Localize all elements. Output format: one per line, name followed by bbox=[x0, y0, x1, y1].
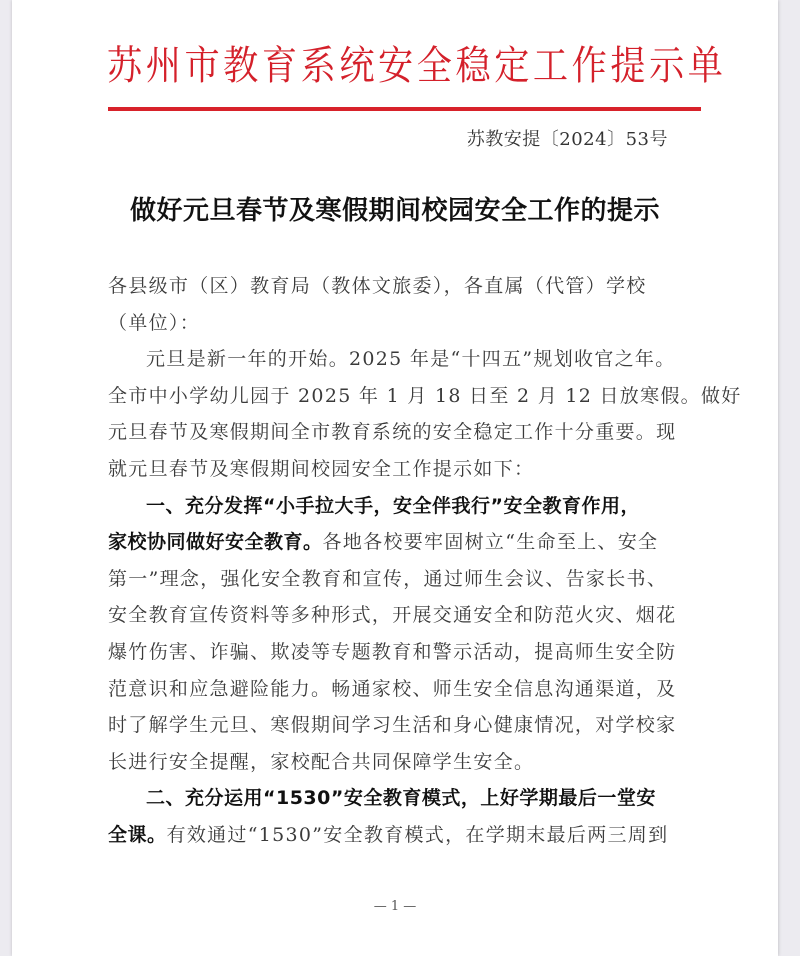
section-2-heading: 二、充分运用“1530”安全教育模式，上好学期最后一堂安 bbox=[146, 787, 656, 810]
section-1-line: 范意识和应急避险能力。畅通家校、师生安全信息沟通渠道，及 bbox=[108, 677, 677, 700]
section-1-line: 长进行安全提醒，家校配合共同保障学生安全。 bbox=[108, 750, 535, 773]
document-body bbox=[108, 268, 742, 854]
section-1-line: 安全教育宣传资料等多种形式，开展交通安全和防范火灾、烟花 bbox=[108, 604, 677, 627]
page-number: — 1 — bbox=[373, 899, 417, 914]
section-2-text: 有效通过“1530”安全教育模式，在学期末最后两三周到 bbox=[166, 823, 669, 846]
salutation-line: 各县级市（区）教育局（教体文旅委），各直属（代管）学校 bbox=[108, 275, 647, 297]
section-1-line: 爆竹伤害、诈骗、欺凌等专题教育和警示活动，提高师生安全防 bbox=[108, 640, 677, 663]
section-1-line: 时了解学生元旦、寒假期间学习生活和身心健康情况，对学校家 bbox=[108, 714, 677, 737]
section-1-text: 各地各校要牢固树立“生命至上、安全 bbox=[322, 531, 659, 554]
section-1-heading: 一、充分发挥“小手拉大手，安全伴我行”安全教育作用， bbox=[146, 494, 640, 517]
intro-line: 元旦是新一年的开始。2025 年是“十四五”规划收官之年。 bbox=[146, 348, 676, 371]
section-2-heading-end: 全课。 bbox=[108, 823, 167, 846]
section-1-line bbox=[108, 524, 708, 561]
letterhead-title: 苏州市教育系统安全稳定工作提示单 bbox=[107, 43, 727, 89]
document-page bbox=[12, 0, 778, 956]
salutation-line: （单位）： bbox=[108, 311, 201, 334]
intro-line: 就元旦春节及寒假期间校园安全工作提示如下： bbox=[108, 457, 535, 480]
section-2-line bbox=[108, 817, 708, 854]
document-number: 苏教安提〔2024〕53号 bbox=[466, 129, 668, 150]
document-heading: 做好元旦春节及寒假期间校园安全工作的提示 bbox=[129, 196, 660, 226]
section-1-line: 第一”理念，强化安全教育和宣传，通过师生会议、告家长书、 bbox=[108, 567, 668, 590]
intro-line: 全市中小学幼儿园于 2025 年 1 月 18 日至 2 月 12 日放寒假。做好 bbox=[108, 384, 742, 407]
letterhead-red-rule bbox=[108, 107, 701, 111]
section-1-heading-end: 家校协同做好安全教育。 bbox=[108, 531, 323, 554]
intro-line: 元旦春节及寒假期间全市教育系统的安全稳定工作十分重要。现 bbox=[108, 421, 677, 444]
